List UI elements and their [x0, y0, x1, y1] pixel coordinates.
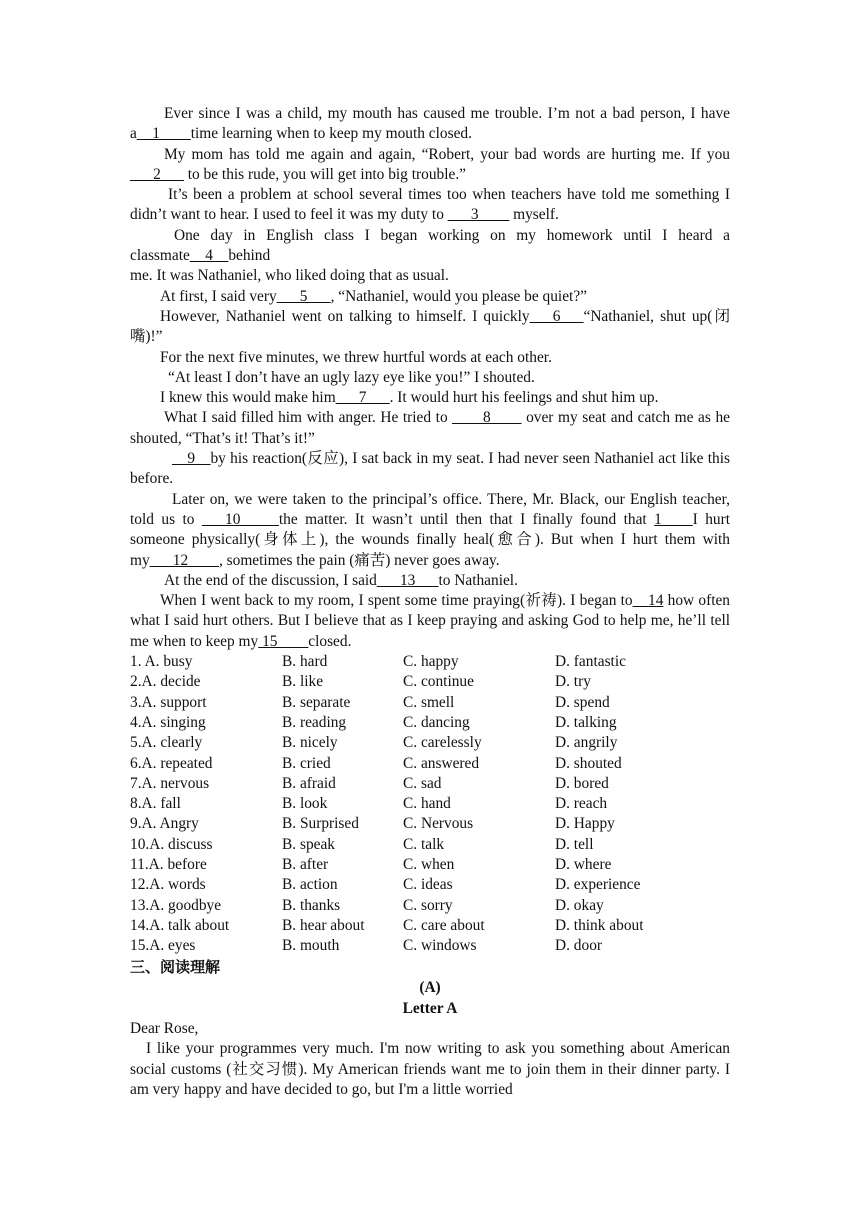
option-cell: D. try [555, 673, 591, 691]
option-cell: C. hand [403, 795, 451, 813]
text: I hurt someone physically(身体上), the wounds finally heal(愈合). But when I hurt them with my [130, 510, 730, 569]
option-cell: C. sad [403, 774, 442, 792]
option-cell: B. thanks [282, 896, 341, 914]
option-cell: D. tell [555, 835, 594, 853]
option-cell: 1. A. busy [130, 653, 193, 671]
option-row [130, 916, 730, 936]
option-cell: B. speak [282, 835, 336, 853]
option-cell: 8.A. fall [130, 795, 181, 813]
option-cell: 3.A. support [130, 693, 207, 711]
option-cell: D. spend [555, 693, 610, 711]
blank-14: __14 [632, 592, 664, 610]
paragraph-1 [130, 104, 730, 145]
option-cell: D. shouted [555, 754, 622, 772]
option-row [130, 875, 730, 895]
blank-9: __9__ [172, 450, 211, 468]
option-cell: B. cried [282, 754, 331, 772]
paragraph-2 [130, 145, 730, 186]
option-row [130, 733, 730, 753]
section-title: 三、阅读理解 [130, 958, 221, 977]
paragraph-6 [130, 307, 730, 348]
option-cell: B. Surprised [282, 815, 359, 833]
text: . It would hurt his feelings and shut him up. [389, 389, 659, 407]
option-cell: D. bored [555, 774, 609, 792]
option-cell: C. sorry [403, 896, 453, 914]
option-cell: 11.A. before [130, 855, 207, 873]
text: My mom has told me again and again, “Robert, your bad words are hurting me. If you [164, 145, 730, 163]
option-cell: C. windows [403, 937, 477, 955]
option-cell: B. hear about [282, 916, 365, 934]
option-cell: B. action [282, 876, 338, 894]
option-cell: B. reading [282, 713, 347, 731]
letter-body: I like your programmes very much. I'm now writing to ask you something about American social customs (社交习惯). My American friends want me to join them in their dinner party. I am very happy and have decided to go, but I'm a little worried [130, 1040, 730, 1098]
option-cell: D. where [555, 855, 612, 873]
text: At the end of the discussion, I said [164, 571, 377, 589]
option-cell: C. smell [403, 693, 455, 711]
paragraph-10 [130, 408, 730, 449]
option-cell: B. after [282, 855, 329, 873]
paragraph-3 [130, 185, 730, 226]
option-row [130, 754, 730, 774]
text: It’s been a problem at school several times too when teachers have told me something I didn’t want to hear. I used to feel it was my duty to [130, 186, 730, 224]
option-row [130, 794, 730, 814]
text: However, Nathaniel went on talking to himself. I quickly [160, 307, 530, 325]
option-cell: C. carelessly [403, 734, 482, 752]
text: over my seat and catch me as he shouted, “That’s it! That’s it!” [130, 409, 730, 447]
text: “Nathaniel, shut up(闭嘴)!” [130, 307, 731, 346]
text: , “Nathaniel, would you please be quiet?” [330, 287, 587, 305]
option-cell: 13.A. goodbye [130, 896, 222, 914]
text: myself. [509, 206, 559, 224]
blank-12: ___12____ [149, 551, 219, 569]
option-cell: B. hard [282, 653, 328, 671]
option-row [130, 855, 730, 875]
text: by his reaction(反应), I sat back in my seat. I had never seen Nathaniel act like this before. [130, 450, 730, 488]
text: What I said filled him with anger. He tried to [164, 409, 453, 427]
option-row [130, 774, 730, 794]
option-cell: D. angrily [555, 734, 618, 752]
paragraph-13 [130, 571, 730, 591]
letter-salutation: Dear Rose, [130, 1020, 199, 1038]
reading-label: (A) [419, 979, 441, 997]
option-cell: B. afraid [282, 774, 336, 792]
blank-8: ____8____ [452, 409, 522, 427]
text: how often what I said hurt others. But I believe that as I keep praying and asking God to help me, he’ll tell me when to keep my [130, 592, 731, 650]
blank-2: ___2___ [130, 165, 184, 183]
option-cell: C. answered [403, 754, 480, 772]
option-cell: D. fantastic [555, 653, 626, 671]
letter-title: Letter A [402, 999, 458, 1017]
option-cell: D. Happy [555, 815, 615, 833]
option-cell: D. reach [555, 795, 608, 813]
text: to Nathaniel. [438, 571, 518, 589]
option-cell: C. happy [403, 653, 459, 671]
option-cell: C. care about [403, 916, 485, 934]
paragraph-11 [130, 449, 730, 490]
paragraph-12 [130, 490, 730, 571]
text: time learning when to keep my mouth closed. [190, 125, 472, 143]
blank-13: ___13___ [376, 571, 439, 589]
option-row [130, 896, 730, 916]
option-row [130, 693, 730, 713]
option-cell: B. separate [282, 693, 351, 711]
text: the matter. It wasn’t until then that I finally found that [278, 510, 655, 528]
option-cell: 5.A. clearly [130, 734, 203, 752]
option-cell: 6.A. repeated [130, 754, 213, 772]
option-cell: D. think about [555, 916, 644, 934]
option-cell: 10.A. discuss [130, 835, 213, 853]
blank-1: __1____ [136, 125, 191, 143]
text: me. It was Nathaniel, who liked doing that as usual. [130, 267, 449, 285]
option-cell: 2.A. decide [130, 673, 201, 691]
option-cell: 4.A. singing [130, 713, 206, 731]
option-cell: B. nicely [282, 734, 338, 752]
option-cell: C. dancing [403, 713, 470, 731]
blank-10: ___10_____ [201, 510, 279, 528]
option-cell: 14.A. talk about [130, 916, 230, 934]
worksheet-page [130, 104, 730, 1100]
option-row [130, 713, 730, 733]
option-row [130, 936, 730, 956]
text: At first, I said very [160, 287, 277, 305]
text: Later on, we were taken to the principal’s office. There, Mr. Black, our English teacher, told us to [130, 490, 730, 528]
option-cell: D. talking [555, 713, 617, 731]
paragraph-14 [130, 591, 730, 652]
blank-5: ___5___ [276, 287, 331, 305]
text: to be this rude, you will get into big trouble.” [183, 165, 466, 183]
option-cell: C. ideas [403, 876, 453, 894]
text: closed. [308, 632, 352, 650]
option-cell: D. door [555, 937, 603, 955]
blank-11: 1____ [654, 510, 693, 528]
option-cell: 12.A. words [130, 876, 206, 894]
paragraph-4 [130, 226, 730, 267]
option-cell: C. continue [403, 673, 474, 691]
option-cell: B. look [282, 795, 328, 813]
option-cell: D. okay [555, 896, 604, 914]
text: I knew this would make him [160, 389, 336, 407]
paragraph-5 [130, 287, 730, 307]
option-cell: B. mouth [282, 937, 340, 955]
paragraph-8: “At least I don’t have an ugly lazy eye like you!” I shouted. [168, 368, 535, 386]
blank-4: __4__ [189, 247, 229, 265]
option-cell: 9.A. Angry [130, 815, 199, 833]
option-row [130, 672, 730, 692]
blank-7: ___7___ [335, 389, 390, 407]
option-cell: C. talk [403, 835, 445, 853]
option-cell: B. like [282, 673, 324, 691]
text: One day in English class I began working on my homework until I heard a classmate [130, 226, 730, 265]
paragraph-4-cont [130, 266, 730, 286]
paragraph-9 [130, 388, 730, 408]
option-cell: C. when [403, 855, 455, 873]
option-row [130, 835, 730, 855]
option-cell: 7.A. nervous [130, 774, 210, 792]
blank-15: 15____ [258, 632, 309, 650]
option-row [130, 814, 730, 834]
blank-3: ___3____ [447, 206, 510, 224]
paragraph-7: For the next five minutes, we threw hurtful words at each other. [160, 348, 552, 366]
blank-6: ___6___ [529, 307, 584, 325]
text: , sometimes the pain (痛苦) never goes away. [218, 551, 500, 569]
option-cell: C. Nervous [403, 815, 474, 833]
text: behind [228, 247, 271, 265]
text: Ever since I was a child, my mouth has caused me trouble. I’m not a bad person, I have a [130, 105, 730, 143]
options-table [130, 652, 730, 956]
text: When I went back to my room, I spent some time praying(祈祷). I began to [160, 592, 633, 610]
option-row [130, 652, 730, 672]
option-cell: 15.A. eyes [130, 937, 196, 955]
option-cell: D. experience [555, 876, 641, 894]
